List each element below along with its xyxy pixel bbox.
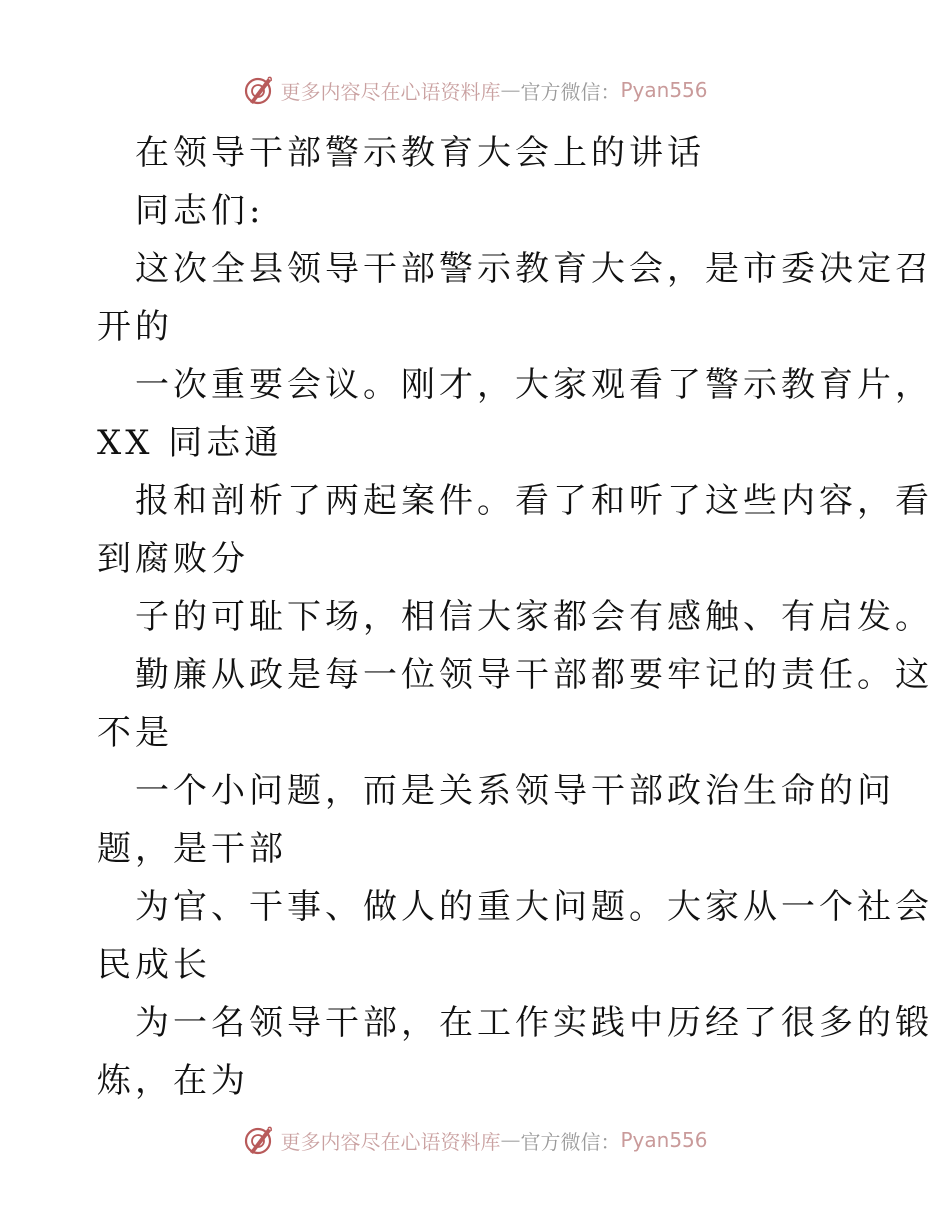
- banner-site-text: 更多内容尽在心语资料库: [280, 1129, 501, 1154]
- body-line: 为官、干事、做人的重大问题。大家从一个社会: [135, 887, 933, 927]
- salutation: 同志们:: [135, 191, 265, 231]
- body-line: 报和剖析了两起案件。看了和听了这些内容，看: [135, 481, 933, 521]
- banner-wechat-label: 官方微信：: [520, 79, 621, 104]
- body-line: 题，是干部: [97, 829, 287, 869]
- body-line: 子的可耻下场，相信大家都会有感触、有启发。: [135, 597, 933, 637]
- banner-dash: —: [500, 78, 521, 102]
- body-line: XX 同志通: [97, 423, 283, 463]
- document-body: [97, 124, 933, 1110]
- banner-dash: —: [500, 1128, 521, 1152]
- footer-watermark-banner: [0, 1120, 950, 1160]
- body-line: 一次重要会议。刚才，大家观看了警示教育片，: [135, 365, 933, 405]
- banner-wechat-id: Pyan556: [620, 1128, 708, 1152]
- body-line: 开的: [97, 307, 173, 347]
- quill-logo-icon: [242, 74, 274, 106]
- body-line: 民成长: [97, 945, 211, 985]
- body-line: 一个小问题，而是关系领导干部政治生命的问: [135, 771, 895, 811]
- body-line: 不是: [97, 713, 173, 753]
- body-line: 炼，在为: [97, 1061, 249, 1101]
- document-title: 在领导干部警示教育大会上的讲话: [135, 133, 705, 173]
- body-line: 这次全县领导干部警示教育大会，是市委决定召: [135, 249, 933, 289]
- body-line: 到腐败分: [97, 539, 249, 579]
- banner-wechat-id: Pyan556: [620, 78, 708, 102]
- banner-wechat-label: 官方微信：: [520, 1129, 621, 1154]
- body-line: 勤廉从政是每一位领导干部都要牢记的责任。这: [135, 655, 933, 695]
- banner-site-text: 更多内容尽在心语资料库: [280, 79, 501, 104]
- header-watermark-banner: [0, 70, 950, 110]
- quill-logo-icon: [242, 1124, 274, 1156]
- body-line: 为一名领导干部，在工作实践中历经了很多的锻: [135, 1003, 933, 1043]
